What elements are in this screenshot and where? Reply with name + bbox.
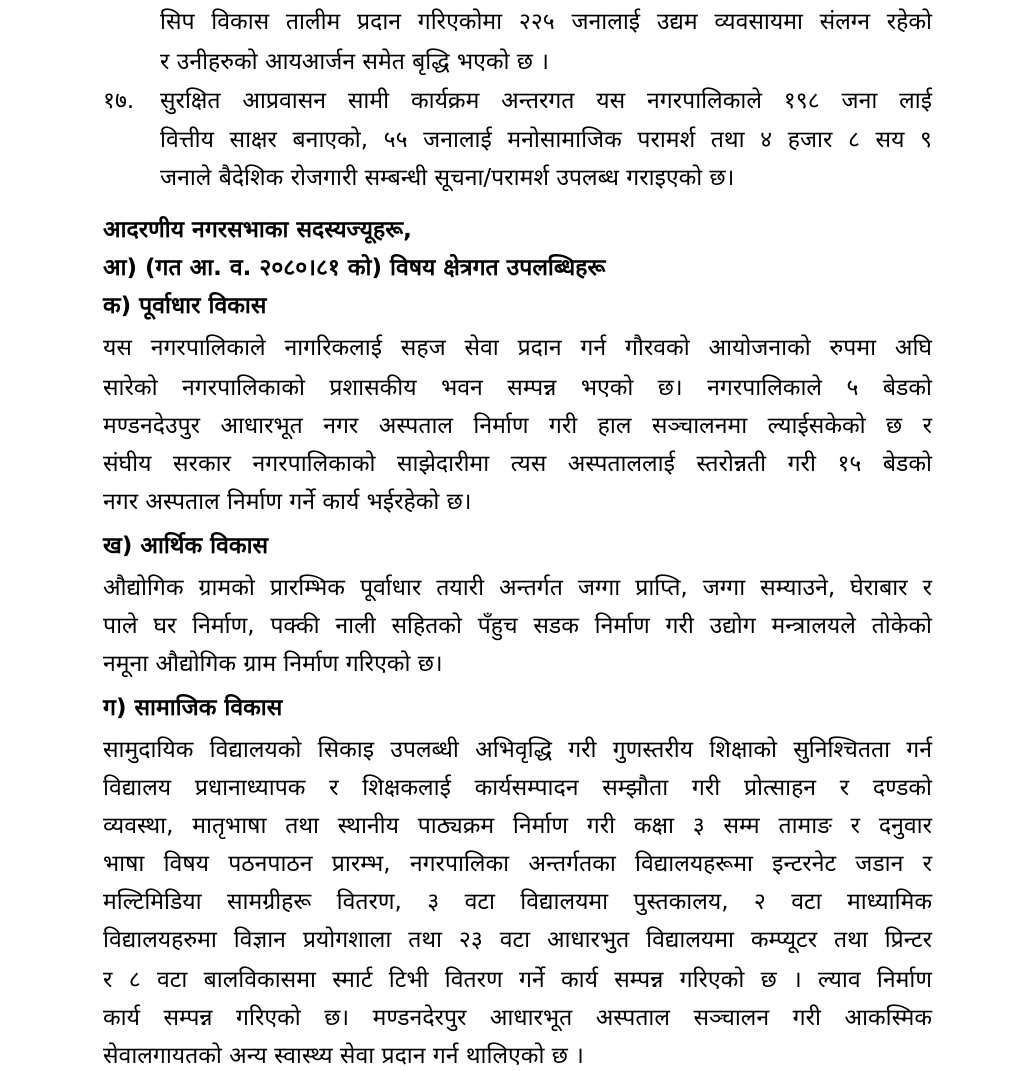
paragraph-line: र ८ वटा बालविकासमा स्मार्ट टिभी वितरण गर्ने कार्य सम्पन्न गरिएको छ । ल्याव निर्माण: [103, 967, 932, 993]
paragraph-line: भाषा विषय पठनपाठन प्रारम्भ, नगरपालिका अन्तर्गतका विद्यालयहरूमा इन्टरनेट जडान र: [103, 851, 932, 877]
paragraph-line: औद्योगिक ग्रामको प्रारम्भिक पूर्वाधार तयारी अन्तर्गत जग्गा प्राप्ति, जग्गा सम्याउने, घेराबार र: [103, 575, 932, 601]
salutation-heading: आदरणीय नगरसभाका सदस्यज्यूहरू,: [103, 217, 412, 243]
paragraph-line: मल्टिमिडिया सामग्रीहरू वितरण, ३ वटा विद्यालयमा पुस्तकालय, २ वटा माध्यामिक: [103, 889, 932, 915]
list-number: १७.: [103, 88, 135, 114]
paragraph-line: यस नगरपालिकाले नागरिकलाई सहज सेवा प्रदान गर्न गौरवको आयोजनाको रुपमा अघि: [103, 335, 932, 361]
paragraph-line: सारेको नगरपालिकाको प्रशासकीय भवन सम्पन्न भएको छ। नगरपालिकाले ५ बेडको: [103, 375, 932, 401]
section-heading: आ) (गत आ. व. २०८०।८१ को) विषय क्षेत्रगत उपलब्धिहरू: [103, 255, 606, 281]
paragraph-line: संघीय सरकार नगरपालिकाको साझेदारीमा त्यस अस्पताललाई स्तरोन्नती गरी १५ बेडको: [103, 451, 932, 477]
paragraph-line: र उनीहरुको आयआर्जन समेत बृद्धि भएको छ ।: [160, 49, 549, 75]
paragraph-line: सेवालगायतको अन्य स्वास्थ्य सेवा प्रदान गर्न थालिएको छ ।: [103, 1043, 584, 1069]
paragraph-line: नमूना औद्योगिक ग्राम निर्माण गरिएको छ।: [103, 651, 443, 677]
paragraph-line: जनाले बैदेशिक रोजगारी सम्बन्धी सूचना/परामर्श उपलब्ध गराइएको छ।: [160, 165, 735, 191]
paragraph-line: विद्यालय प्रधानाध्यापक र शिक्षकलाई कार्यसम्पादन सम्झौता गरी प्रोत्साहन र दण्डको: [103, 775, 932, 801]
paragraph-line: सिप विकास तालीम प्रदान गरिएकोमा २२५ जनालाई उद्यम व्यवसायमा संलग्न रहेको: [160, 9, 932, 35]
paragraph-line: नगर अस्पताल निर्माण गर्ने कार्य भईरहेको छ।: [103, 489, 472, 515]
paragraph-line: वित्तीय साक्षर बनाएको, ५५ जनालाई मनोसामाजिक परामर्श तथा ४ हजार ८ सय ९: [160, 127, 932, 153]
paragraph-line: विद्यालयहरुमा विज्ञान प्रयोगशाला तथा २३ वटा आधारभुत विद्यालयमा कम्प्यूटर तथा प्रिन्टर: [103, 927, 932, 953]
paragraph-line: कार्य सम्पन्न गरिएको छ। मण्डनदेरपुर आधारभूत अस्पताल सञ्चालन गरी आकस्मिक: [103, 1005, 932, 1031]
subsection-heading: क) पूर्वाधार विकास: [103, 293, 267, 319]
paragraph-line: व्यवस्था, मातृभाषा तथा स्थानीय पाठ्यक्रम निर्माण गरी कक्षा ३ सम्म तामाङ र दनुवार: [103, 813, 932, 839]
paragraph-line: पाले घर निर्माण, पक्की नाली सहितको पँहुच सडक निर्माण गरी उद्योग मन्त्रालयले तोकेको: [103, 613, 932, 639]
subsection-heading: ग) सामाजिक विकास: [103, 695, 283, 721]
paragraph-line: मण्डनदेउपुर आधारभूत नगर अस्पताल निर्माण गरी हाल सञ्चालनमा ल्याईसकेको छ र: [103, 413, 932, 439]
subsection-heading: ख) आर्थिक विकास: [103, 533, 269, 559]
paragraph-line: सामुदायिक विद्यालयको सिकाइ उपलब्धी अभिवृद्धि गरी गुणस्तरीय शिक्षाको सुनिश्चितता गर्न: [103, 737, 932, 763]
paragraph-line: सुरक्षित आप्रवासन सामी कार्यक्रम अन्तरगत यस नगरपालिकाले १९८ जना लाई: [160, 88, 932, 114]
